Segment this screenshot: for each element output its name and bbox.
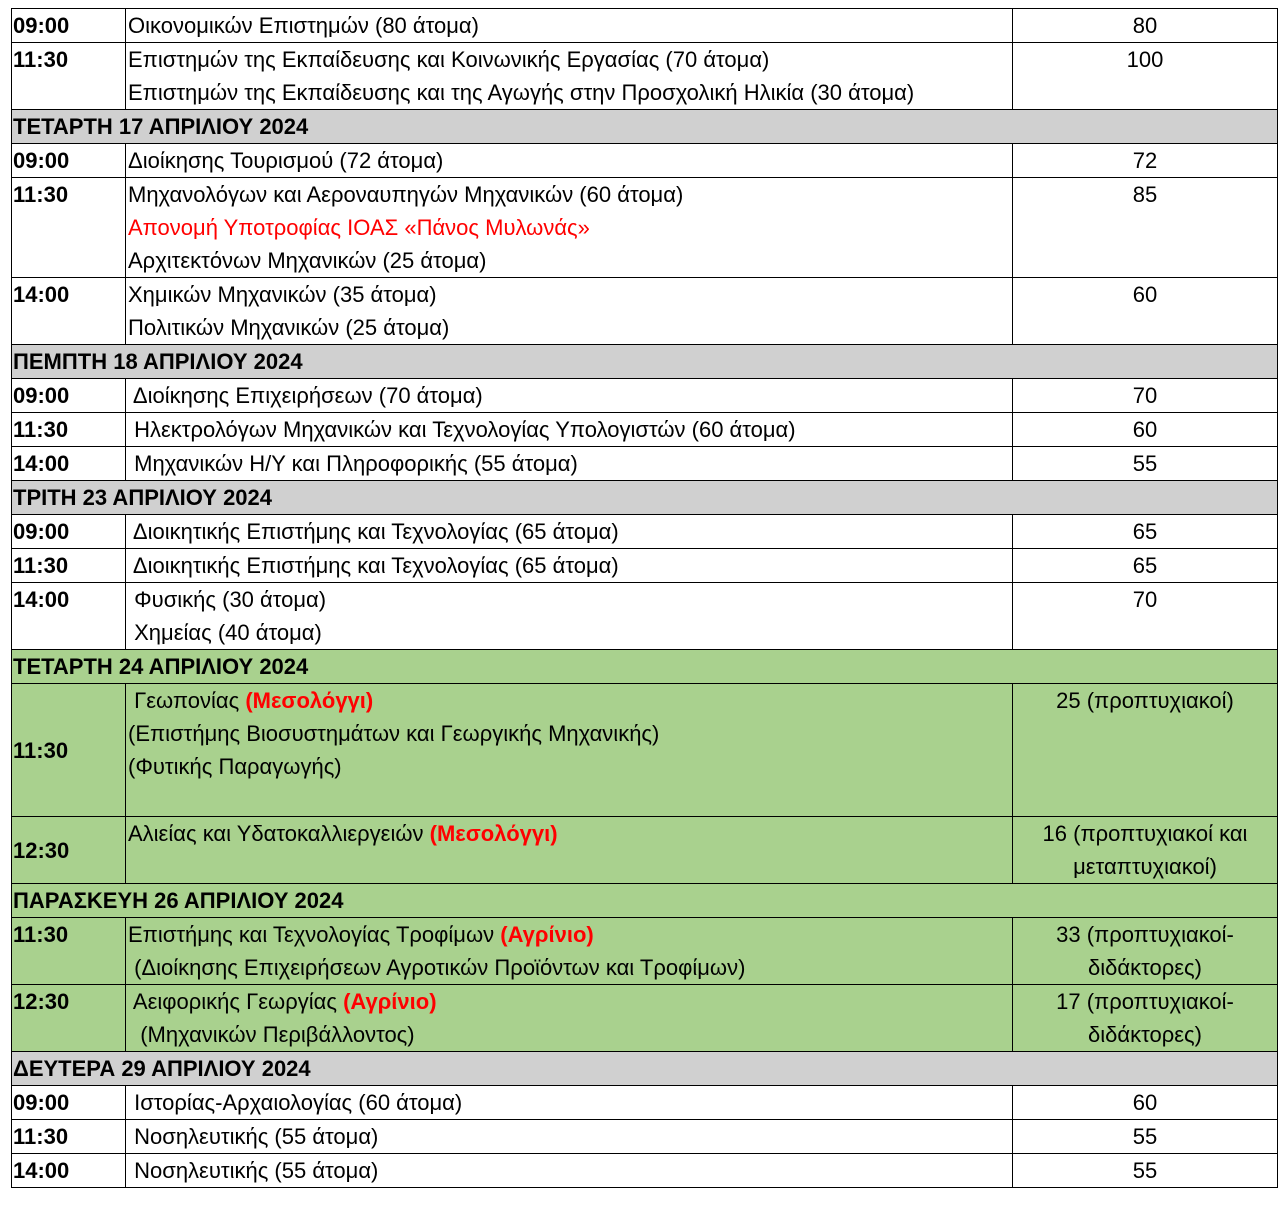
attendance-value: διδάκτορες) <box>1088 955 1202 980</box>
attendance-cell <box>1013 684 1278 817</box>
department-text: (Διοίκησης Επιχειρήσεων Αγροτικών Προϊόντων και Τροφίμων) <box>128 955 746 980</box>
attendance-value: 25 (προπτυχιακοί) <box>1056 688 1234 713</box>
time-cell: 11:30 <box>12 43 126 110</box>
schedule-body <box>12 9 1278 1188</box>
schedule-row <box>12 985 1278 1052</box>
department-line <box>128 616 1012 649</box>
attendance-value: μεταπτυχιακοί) <box>1073 854 1217 879</box>
department-text: (Μηχανικών Περιβάλλοντος) <box>128 1022 415 1047</box>
time-cell: 09:00 <box>12 379 126 413</box>
department-line <box>128 583 1012 616</box>
department-line <box>128 1086 1012 1119</box>
time-cell: 11:30 <box>12 918 126 985</box>
schedule-row <box>12 278 1278 345</box>
time-cell: 09:00 <box>12 144 126 178</box>
attendance-value: 65 <box>1132 519 1158 544</box>
time-cell: 11:30 <box>12 1120 126 1154</box>
department-line <box>128 9 1012 42</box>
location-label: (Μεσολόγγι) <box>245 688 374 713</box>
department-text: Επιστημών της Εκπαίδευσης και της Αγωγής στην Προσχολική Ηλικία (30 άτομα) <box>128 80 915 105</box>
attendance-cell <box>1013 549 1278 583</box>
time-cell: 14:00 <box>12 447 126 481</box>
department-cell <box>126 1154 1013 1188</box>
department-line <box>128 684 1012 717</box>
department-text: Διοικητικής Επιστήμης και Τεχνολογίας (65 άτομα) <box>128 553 619 578</box>
attendance-value: 60 <box>1132 417 1158 442</box>
time-cell: 11:30 <box>12 413 126 447</box>
attendance-cell <box>1013 278 1278 345</box>
department-cell <box>126 413 1013 447</box>
department-text: Διοίκησης Τουρισμού (72 άτομα) <box>128 148 444 173</box>
department-text: Οικονομικών Επιστημών (80 άτομα) <box>128 13 479 38</box>
day-header-row <box>12 884 1278 918</box>
attendance-value: 70 <box>1132 383 1158 408</box>
attendance-cell <box>1013 447 1278 481</box>
department-text: Επιστήμης και Τεχνολογίας Τροφίμων <box>128 922 501 947</box>
schedule-row <box>12 9 1278 43</box>
department-cell <box>126 684 1013 817</box>
schedule-row <box>12 447 1278 481</box>
day-header: ΠΑΡΑΣΚΕΥΗ 26 ΑΠΡΙΛΙΟΥ 2024 <box>12 884 1278 918</box>
attendance-value: 55 <box>1132 451 1158 476</box>
time-cell: 11:30 <box>12 178 126 278</box>
schedule-row <box>12 918 1278 985</box>
department-line <box>128 278 1012 311</box>
attendance-cell <box>1013 144 1278 178</box>
attendance-value: 65 <box>1132 553 1158 578</box>
day-header: ΤΡΙΤΗ 23 ΑΠΡΙΛΙΟΥ 2024 <box>12 481 1278 515</box>
department-line <box>128 985 1012 1018</box>
department-cell <box>126 178 1013 278</box>
schedule-row <box>12 178 1278 278</box>
department-line <box>128 717 1012 750</box>
department-cell <box>126 278 1013 345</box>
day-header-row <box>12 1052 1278 1086</box>
department-cell <box>126 817 1013 884</box>
department-text: Διοικητικής Επιστήμης και Τεχνολογίας (65 άτομα) <box>128 519 619 544</box>
attendance-value: 16 (προπτυχιακοί και <box>1042 821 1248 846</box>
schedule-row <box>12 379 1278 413</box>
day-header: ΠΕΜΠΤΗ 18 ΑΠΡΙΛΙΟΥ 2024 <box>12 345 1278 379</box>
attendance-value: 72 <box>1132 148 1158 173</box>
department-text: Επιστημών της Εκπαίδευσης και Κοινωνικής Εργασίας (70 άτομα) <box>128 47 770 72</box>
department-line <box>128 549 1012 582</box>
department-line <box>128 413 1012 446</box>
department-line <box>128 76 1012 109</box>
location-label: (Αγρίνιο) <box>343 989 437 1014</box>
attendance-value: 85 <box>1132 182 1158 207</box>
schedule-row <box>12 1120 1278 1154</box>
time-cell: 09:00 <box>12 515 126 549</box>
department-line <box>128 951 1012 984</box>
department-line <box>128 817 1012 850</box>
time-cell: 14:00 <box>12 278 126 345</box>
time-cell: 14:00 <box>12 583 126 650</box>
attendance-value: 55 <box>1132 1158 1158 1183</box>
department-line <box>128 1018 1012 1051</box>
attendance-value: 80 <box>1132 13 1158 38</box>
day-header-row <box>12 345 1278 379</box>
department-text: Αλιείας και Υδατοκαλλιεργειών <box>128 821 430 846</box>
attendance-cell <box>1013 817 1278 884</box>
department-cell <box>126 447 1013 481</box>
schedule-row <box>12 684 1278 817</box>
department-line <box>128 1120 1012 1153</box>
department-line <box>128 515 1012 548</box>
department-line <box>128 850 1012 883</box>
time-cell: 11:30 <box>12 549 126 583</box>
department-text: Μηχανολόγων και Αεροναυπηγών Μηχανικών (60 άτομα) <box>128 182 684 207</box>
department-line <box>128 43 1012 76</box>
department-cell <box>126 144 1013 178</box>
department-line <box>128 447 1012 480</box>
day-header-row <box>12 110 1278 144</box>
attendance-value: 33 (προπτυχιακοί- <box>1056 922 1234 947</box>
schedule-row <box>12 1086 1278 1120</box>
department-text: Αειφορικής Γεωργίας <box>128 989 344 1014</box>
attendance-value: 60 <box>1132 1090 1158 1115</box>
department-line <box>128 750 1012 783</box>
day-header: ΤΕΤΑΡΤΗ 17 ΑΠΡΙΛΙΟΥ 2024 <box>12 110 1278 144</box>
department-cell <box>126 515 1013 549</box>
department-text: Διοίκησης Επιχειρήσεων (70 άτομα) <box>128 383 483 408</box>
schedule-row <box>12 515 1278 549</box>
schedule-row <box>12 43 1278 110</box>
department-cell <box>126 1086 1013 1120</box>
schedule-row <box>12 144 1278 178</box>
department-cell <box>126 918 1013 985</box>
attendance-cell <box>1013 583 1278 650</box>
department-line <box>128 379 1012 412</box>
attendance-cell <box>1013 1154 1278 1188</box>
attendance-cell <box>1013 413 1278 447</box>
attendance-cell <box>1013 985 1278 1052</box>
time-cell: 09:00 <box>12 9 126 43</box>
attendance-value: 70 <box>1132 587 1158 612</box>
attendance-cell <box>1013 515 1278 549</box>
department-cell <box>126 9 1013 43</box>
attendance-cell <box>1013 9 1278 43</box>
department-text: Χημείας (40 άτομα) <box>128 620 322 645</box>
attendance-value: 100 <box>1126 47 1164 72</box>
scholarship-note <box>128 211 1012 244</box>
department-line <box>128 1154 1012 1187</box>
schedule-table <box>11 8 1278 1188</box>
department-text: Φυσικής (30 άτομα) <box>128 587 327 612</box>
department-line <box>128 311 1012 344</box>
department-line <box>128 244 1012 277</box>
attendance-cell <box>1013 379 1278 413</box>
attendance-cell <box>1013 918 1278 985</box>
department-text: Ιστορίας-Αρχαιολογίας (60 άτομα) <box>128 1090 463 1115</box>
department-text: Αρχιτεκτόνων Μηχανικών (25 άτομα) <box>128 248 487 273</box>
time-cell: 11:30 <box>12 684 126 817</box>
department-text: Πολιτικών Μηχανικών (25 άτομα) <box>128 315 450 340</box>
department-text: Απονομή Υποτροφίας ΙΟΑΣ «Πάνος Μυλωνάς» <box>128 215 590 240</box>
schedule-row <box>12 413 1278 447</box>
attendance-value: 55 <box>1132 1124 1158 1149</box>
department-line <box>128 918 1012 951</box>
attendance-cell <box>1013 43 1278 110</box>
time-cell: 12:30 <box>12 985 126 1052</box>
department-text: Χημικών Μηχανικών (35 άτομα) <box>128 282 437 307</box>
day-header-row <box>12 481 1278 515</box>
schedule-row <box>12 817 1278 884</box>
department-cell <box>126 583 1013 650</box>
department-text: Νοσηλευτικής (55 άτομα) <box>128 1124 379 1149</box>
location-label: (Μεσολόγγι) <box>429 821 558 846</box>
department-text: Μηχανικών Η/Υ και Πληροφορικής (55 άτομα) <box>128 451 578 476</box>
day-header: ΤΕΤΑΡΤΗ 24 ΑΠΡΙΛΙΟΥ 2024 <box>12 650 1278 684</box>
department-cell <box>126 985 1013 1052</box>
attendance-cell <box>1013 1086 1278 1120</box>
department-text: (Φυτικής Παραγωγής) <box>128 754 342 779</box>
schedule-row <box>12 1154 1278 1188</box>
time-cell: 14:00 <box>12 1154 126 1188</box>
attendance-value: 60 <box>1132 282 1158 307</box>
department-cell <box>126 549 1013 583</box>
time-cell: 12:30 <box>12 817 126 884</box>
time-cell: 09:00 <box>12 1086 126 1120</box>
department-line <box>128 783 1012 816</box>
attendance-cell <box>1013 178 1278 278</box>
location-label: (Αγρίνιο) <box>500 922 594 947</box>
department-text: Γεωπονίας <box>128 688 246 713</box>
department-text: Ηλεκτρολόγων Μηχανικών και Τεχνολογίας Υπολογιστών (60 άτομα) <box>128 417 796 442</box>
schedule-row <box>12 549 1278 583</box>
department-text: (Επιστήμης Βιοσυστημάτων και Γεωργικής Μηχανικής) <box>128 721 660 746</box>
department-line <box>128 144 1012 177</box>
department-cell <box>126 1120 1013 1154</box>
department-cell <box>126 379 1013 413</box>
attendance-value: 17 (προπτυχιακοί- <box>1056 989 1234 1014</box>
day-header-row <box>12 650 1278 684</box>
schedule-row <box>12 583 1278 650</box>
day-header: ΔΕΥΤΕΡΑ 29 ΑΠΡΙΛΙΟΥ 2024 <box>12 1052 1278 1086</box>
department-cell <box>126 43 1013 110</box>
department-line <box>128 178 1012 211</box>
attendance-value: διδάκτορες) <box>1088 1022 1202 1047</box>
department-text: Νοσηλευτικής (55 άτομα) <box>128 1158 379 1183</box>
attendance-cell <box>1013 1120 1278 1154</box>
